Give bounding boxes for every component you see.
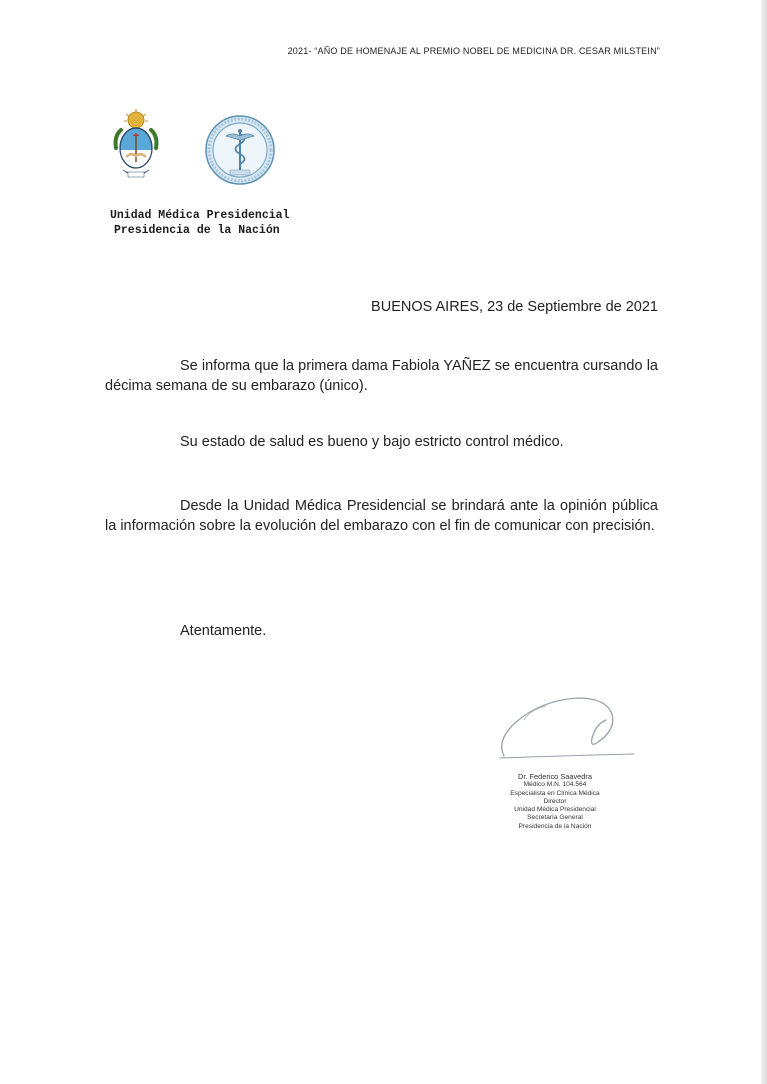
presidential-medical-unit-seal-icon: [204, 114, 276, 186]
signer-name: Dr. Federico Saavedra: [518, 772, 592, 781]
presidency-name-line: Presidencia de la Nación: [114, 224, 280, 237]
paragraph-public-information: Desde la Unidad Médica Presidencial se brindará ante la opinión pública la información sobre la evolución del embarazo con el fin de comunicar con precisión.: [105, 498, 658, 534]
signer-block: [470, 773, 640, 831]
argentina-coat-of-arms-icon: [111, 108, 161, 180]
paragraph-announcement: Se informa que la primera dama Fabiola YAÑEZ se encuentra cursando la décima semana de su embarazo (único).: [105, 358, 658, 394]
unit-name-line: Unidad Médica Presidencial: [110, 209, 290, 222]
paragraph-health-status: Su estado de salud es bueno y bajo estricto control médico.: [180, 434, 564, 450]
signer-institution: Presidencia de la Nación: [518, 822, 592, 830]
date-line: BUENOS AIRES, 23 de Septiembre de 2021: [371, 299, 658, 315]
unit-name-block: [110, 208, 289, 238]
signer-department: Secretaría General: [527, 814, 583, 822]
closing-salutation: Atentamente.: [180, 623, 267, 639]
signer-registration: Médico M.N. 104.564: [523, 781, 587, 789]
signer-role: Director: [543, 797, 567, 805]
year-motto-header: 2021- “AÑO DE HOMENAJE AL PREMIO NOBEL DE MEDICINA DR. CESAR MILSTEIN”: [287, 46, 660, 56]
page-edge-shadow: [761, 0, 767, 1084]
handwritten-signature-icon: [494, 690, 642, 766]
signer-unit: Unidad Médica Presidencial: [514, 806, 596, 814]
signer-specialty: Especialista en Clínica Médica: [510, 789, 600, 797]
